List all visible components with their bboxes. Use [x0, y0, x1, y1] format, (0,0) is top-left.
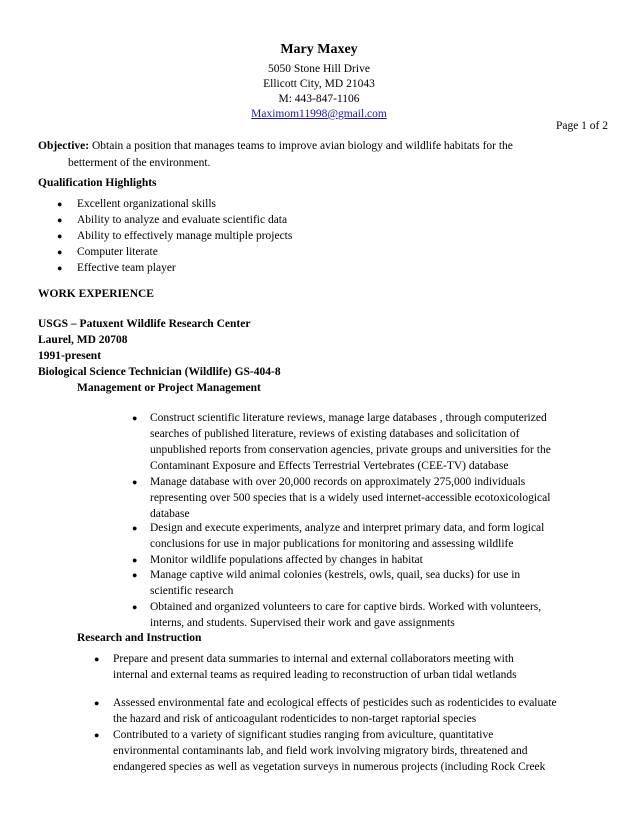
- bullet-text-line: Assessed environmental fate and ecological effects of pesticides such as rodenticides to evaluate: [113, 697, 557, 709]
- bullet-text-line: scientific research: [150, 584, 234, 597]
- bullet-text-line: database: [150, 507, 190, 520]
- bullet-icon: ●: [132, 555, 138, 565]
- qualification-item: Ability to analyze and evaluate scientific data: [77, 214, 288, 226]
- bullet-icon: ●: [57, 231, 63, 241]
- bullet-text-line: Manage database with over 20,000 records on approximately 275,000 individuals: [150, 476, 526, 488]
- bullet-text-line: Construct scientific literature reviews, manage large databases , through computerized: [150, 412, 547, 424]
- bullet-text-line: the hazard and risk of anticoagulant rodenticides to non-target raptorial species: [113, 712, 477, 725]
- bullet-icon: ●: [132, 413, 138, 423]
- applicant-name: Mary Maxey: [280, 42, 358, 57]
- objective-text: Obtain a position that manages teams to improve avian biology and wildlife habitats for the: [91, 140, 513, 152]
- management-heading: Management or Project Management: [77, 382, 261, 394]
- qualification-item: Ability to effectively manage multiple projects: [77, 230, 293, 242]
- objective-text-cont: betterment of the environment.: [68, 157, 211, 169]
- qualification-item: Computer literate: [77, 246, 158, 258]
- email-link[interactable]: Maximom11998@gmail.com: [251, 108, 387, 120]
- bullet-text-line: endangered species as well as vegetation surveys in numerous projects (including Rock Creek: [113, 760, 546, 773]
- qualification-item: Excellent organizational skills: [77, 198, 217, 210]
- job-title: Biological Science Technician (Wildlife) GS-404-8: [38, 366, 281, 378]
- qualification-item: Effective team player: [77, 262, 176, 274]
- bullet-icon: ●: [94, 654, 100, 664]
- bullet-text-line: Obtained and organized volunteers to care for captive birds. Worked with volunteers,: [150, 601, 542, 613]
- bullet-text-line: Prepare and present data summaries to internal and external collaborators meeting with: [113, 653, 514, 665]
- bullet-icon: ●: [132, 570, 138, 580]
- bullet-icon: ●: [132, 477, 138, 487]
- employer-name: USGS – Patuxent Wildlife Research Center: [38, 318, 251, 330]
- bullet-icon: ●: [57, 215, 63, 225]
- qualifications-heading: Qualification Highlights: [38, 177, 157, 189]
- phone-number: M: 443-847-1106: [278, 93, 360, 105]
- bullet-icon: ●: [94, 698, 100, 708]
- bullet-icon: ●: [57, 263, 63, 273]
- employer-location: Laurel, MD 20708: [38, 334, 128, 346]
- bullet-text-line: Design and execute experiments, analyze and interpret primary data, and form logical: [150, 522, 545, 534]
- bullet-icon: ●: [94, 730, 100, 740]
- bullet-text-line: searches of published literature, reviews of existing databases and solicitation of: [150, 427, 520, 440]
- bullet-text-line: Contaminant Exposure and Effects Terrestrial Vertebrates (CEE-TV) database: [150, 459, 509, 472]
- bullet-text-line: environmental contaminants lab, and field work involving migratory birds, threatened and: [113, 744, 528, 757]
- bullet-text-line: unpublished reports from conservation agencies, private groups and universities for the: [150, 443, 551, 456]
- research-heading: Research and Instruction: [77, 632, 202, 644]
- street-address: 5050 Stone Hill Drive: [268, 63, 370, 75]
- bullet-icon: ●: [57, 199, 63, 209]
- email-address-wrap: [0, 108, 638, 120]
- bullet-icon: ●: [57, 247, 63, 257]
- bullet-text-line: Contributed to a variety of significant studies ranging from aviculture, quantitative: [113, 729, 494, 741]
- bullet-text-line: Manage captive wild animal colonies (kestrels, owls, quail, sea ducks) for use in: [150, 569, 521, 581]
- objective-line: [38, 140, 513, 152]
- bullet-icon: ●: [132, 602, 138, 612]
- employment-dates: 1991-present: [38, 350, 102, 362]
- bullet-text-line: internal and external teams as required leading to reconstruction of urban tidal wetlands: [113, 668, 517, 681]
- city-state-zip: Ellicott City, MD 21043: [263, 78, 375, 90]
- objective-label: Objective:: [38, 140, 90, 152]
- bullet-text-line: conclusions for use in major publications for monitoring and assessing wildlife: [150, 537, 514, 550]
- work-experience-heading: WORK EXPERIENCE: [38, 288, 154, 300]
- bullet-text-line: interns, and students. Supervised their work and gave assignments: [150, 616, 455, 629]
- bullet-icon: ●: [132, 523, 138, 533]
- page-number: Page 1 of 2: [555, 120, 608, 132]
- bullet-text-line: Monitor wildlife populations affected by changes in habitat: [150, 554, 423, 566]
- bullet-text-line: representing over 500 species that is a widely used internet-accessible ecotoxicological: [150, 491, 551, 504]
